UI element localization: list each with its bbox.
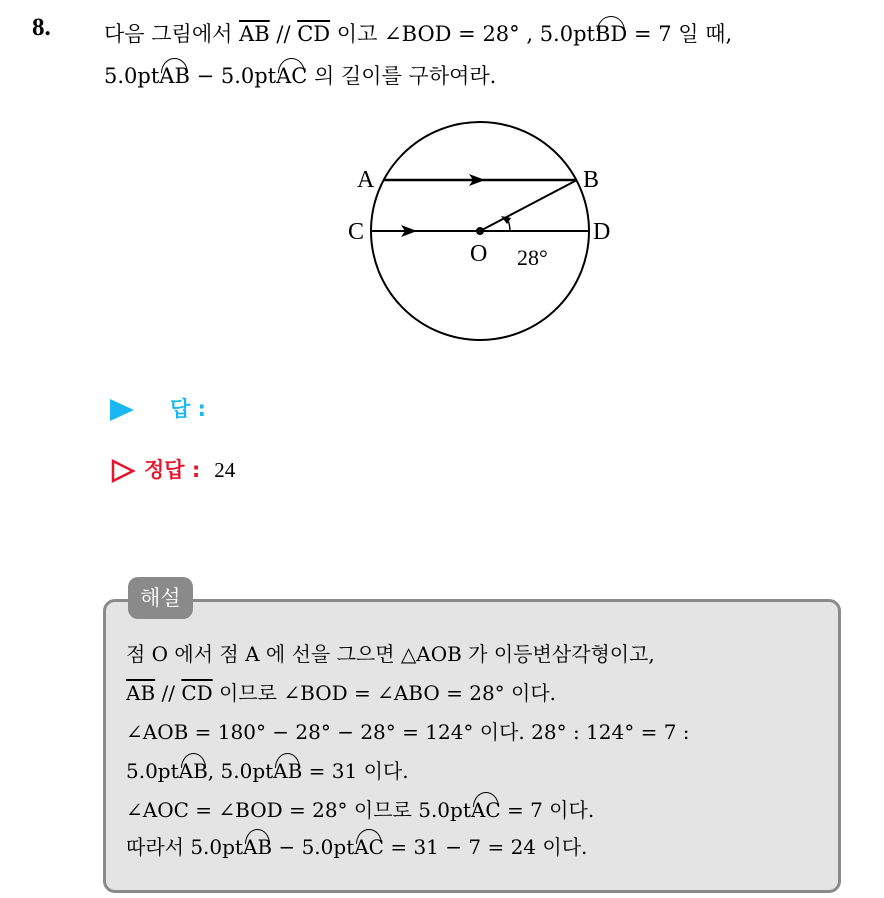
arc-ab: AB bbox=[273, 759, 303, 783]
label-a: A bbox=[357, 167, 375, 193]
solution-text: = 31 이다. bbox=[302, 759, 409, 783]
question-line-2 bbox=[104, 60, 496, 90]
label-o: O bbox=[470, 241, 488, 267]
solution-text: 5.0pt bbox=[126, 759, 179, 783]
question-text: 이고 ∠BOD = 28° , 5.0pt bbox=[330, 22, 595, 46]
question-line-1 bbox=[104, 18, 732, 48]
parallel-symbol: // bbox=[155, 681, 182, 705]
arc-bd: BD bbox=[594, 22, 628, 46]
answer-row bbox=[110, 393, 206, 423]
answer-label: 답 : bbox=[170, 397, 206, 421]
play-outline-icon bbox=[110, 459, 136, 483]
correct-answer-value: 24 bbox=[214, 458, 236, 482]
question-text: = 7 일 때, bbox=[627, 22, 733, 46]
question-text: 다음 그림에서 bbox=[104, 22, 240, 46]
play-filled-icon bbox=[110, 399, 134, 421]
arc-ac: AC bbox=[276, 64, 308, 88]
solution-text: , 5.0pt bbox=[207, 759, 274, 783]
arc-ac: AC bbox=[354, 835, 384, 859]
label-d: D bbox=[593, 219, 611, 245]
solution-tag: 해설 bbox=[128, 577, 193, 619]
solution-line-6 bbox=[126, 831, 587, 860]
radius-ob bbox=[480, 180, 577, 231]
question-text: 의 길이를 구하여라. bbox=[307, 64, 497, 88]
solution-text: ∠AOC = ∠BOD = 28° 이므로 5.0pt bbox=[126, 798, 471, 822]
segment-ab: $\overline{AB}$ bbox=[239, 22, 270, 46]
arc-ab: AB bbox=[242, 835, 273, 859]
question-number: 8. bbox=[32, 14, 51, 41]
solution-line-1: 점 O 에서 점 A 에 선을 그으면 △AOB 가 이등변삼각형이고, bbox=[126, 642, 655, 666]
arc-ab: AB bbox=[178, 759, 208, 783]
solution-text: − 5.0pt bbox=[272, 835, 355, 859]
solution-line-5 bbox=[126, 794, 594, 823]
solution-text: 따라서 5.0pt bbox=[126, 835, 243, 859]
circle-figure bbox=[345, 115, 625, 355]
solution-text: 이므로 ∠BOD = ∠ABO = 28° 이다. bbox=[212, 681, 557, 705]
arc-ab: AB bbox=[159, 64, 190, 88]
label-c: C bbox=[348, 219, 365, 245]
correct-answer-label: 정답 : bbox=[144, 458, 201, 482]
label-b: B bbox=[583, 167, 600, 193]
center-point bbox=[476, 227, 484, 235]
question-text: − 5.0pt bbox=[189, 64, 277, 88]
solution-text: = 31 − 7 = 24 이다. bbox=[383, 835, 588, 859]
solution-line-2 bbox=[126, 677, 556, 706]
segment-cd: $\overline{CD}$ bbox=[297, 22, 331, 46]
arc-ac: AC bbox=[470, 798, 501, 822]
question-text: 5.0pt bbox=[104, 64, 160, 88]
segment-ab: $\overline{AB}$ bbox=[126, 681, 156, 705]
segment-cd: $\overline{CD}$ bbox=[181, 681, 213, 705]
solution-line-4 bbox=[126, 755, 409, 784]
solution-line-3: ∠AOB = 180° − 28° − 28° = 124° 이다. 28° : 124° = 7 : bbox=[126, 720, 690, 744]
parallel-symbol: // bbox=[269, 22, 298, 46]
angle-label: 28° bbox=[517, 245, 548, 270]
correct-answer-row bbox=[110, 454, 235, 484]
solution-text: = 7 이다. bbox=[500, 798, 595, 822]
